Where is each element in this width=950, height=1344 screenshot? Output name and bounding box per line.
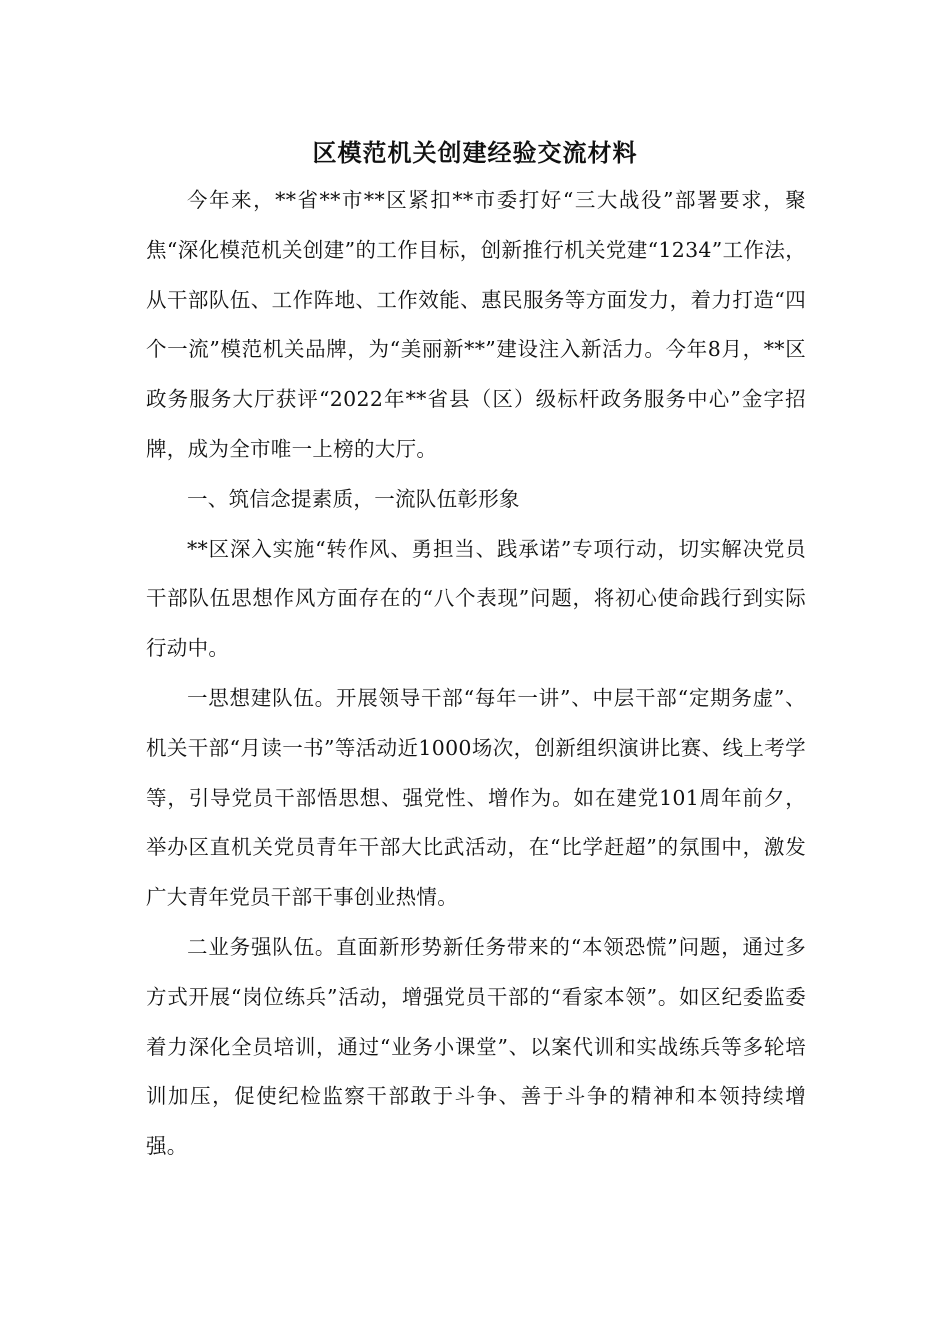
intro-paragraph: 今年来，**省**市**区紧扣**市委打好“三大战役”部署要求，聚焦“深化模范机关创建”的工作目标，创新推行机关党建“1234”工作法，从干部队伍、工作阵地、工作效能、惠民服务等方面发力，着力打造“四个一流”模范机关品牌，为“美丽新**”建设注入新活力。今年8月，**区政务服务大厅获评“2022年**省县（区）级标杆政务服务中心”金字招牌，成为全市唯一上榜的大厅。 [146,188,806,461]
point-2-paragraph: 二业务强队伍。直面新形势新任务带来的“本领恐慌”问题，通过多方式开展“岗位练兵”活动，增强党员干部的“看家本领”。如区纪委监委着力深化全员培训，通过“业务小课堂”、以案代训和实战练兵等多轮培训加压，促使纪检监察干部敢于斗争、善于斗争的精神和本领持续增强。 [146,934,806,1159]
document-body [146,176,806,1172]
point-1-paragraph: 一思想建队伍。开展领导干部“每年一讲”、中层干部“定期务虚”、机关干部“月读一书”等活动近1000场次，创新组织演讲比赛、线上考学等，引导党员干部悟思想、强党性、增作为。如在建党101周年前夕，举办区直机关党员青年干部大比武活动，在“比学赶超”的氛围中，激发广大青年党员干部干事创业热情。 [146,685,806,910]
section-1-paragraph: **区深入实施“转作风、勇担当、践承诺”专项行动，切实解决党员干部队伍思想作风方面存在的“八个表现”问题，将初心使命践行到实际行动中。 [146,536,806,661]
section-heading-1: 一、筑信念提素质，一流队伍彰形象 [187,486,520,511]
document-title: 区模范机关创建经验交流材料 [312,138,638,167]
